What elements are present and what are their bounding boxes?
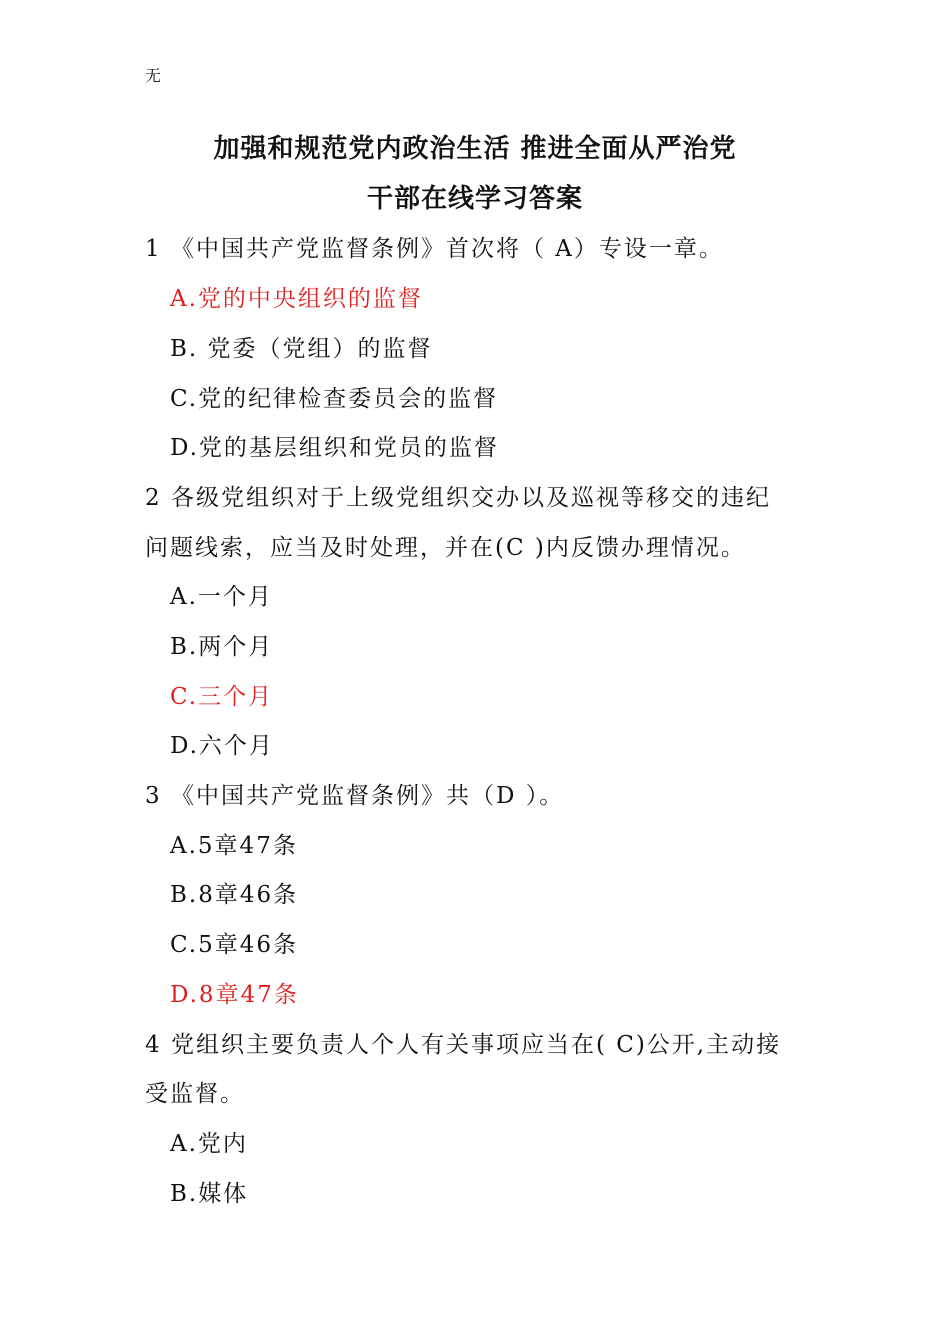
question-1-option-b: B. 党委（党组）的监督 [170, 336, 433, 362]
question-2-option-b: B.两个月 [170, 634, 274, 660]
question-3-text: 3 《中国共产党监督条例》共（D ）。 [145, 783, 565, 809]
question-2-option-c: C.三个月 [170, 684, 274, 710]
question-4-text-line-2: 受监督。 [145, 1081, 245, 1107]
document-title-line-1: 加强和规范党内政治生活 推进全面从严治党 [213, 134, 737, 164]
question-2-option-a: A.一个月 [170, 584, 273, 610]
question-2-text-line-2: 问题线索，应当及时处理，并在(C )内反馈办理情况。 [145, 535, 746, 561]
question-1-option-d: D.党的基层组织和党员的监督 [170, 435, 499, 461]
question-4-option-b: B.媒体 [170, 1181, 249, 1207]
question-4-text-line-1: 4 党组织主要负责人个人有关事项应当在( C)公开,主动接 [145, 1032, 782, 1058]
question-4-option-a: A.党内 [170, 1131, 248, 1157]
question-1-text: 1 《中国共产党监督条例》首次将（ A）专设一章。 [145, 236, 724, 262]
question-3-option-c: C.5章46条 [170, 932, 298, 958]
header-note: 无 [145, 66, 162, 85]
question-3-option-a: A.5章47条 [170, 833, 298, 859]
question-3-option-b: B.8章46条 [170, 882, 299, 908]
question-1-option-c: C.党的纪律检查委员会的监督 [170, 386, 499, 412]
question-3-option-d: D.8章47条 [170, 982, 299, 1008]
question-1-option-a: A.党的中央组织的监督 [170, 286, 423, 312]
document-title-line-2: 干部在线学习答案 [366, 184, 583, 214]
question-2-text-line-1: 2 各级党组织对于上级党组织交办以及巡视等移交的违纪 [145, 485, 771, 511]
question-2-option-d: D.六个月 [170, 733, 274, 759]
